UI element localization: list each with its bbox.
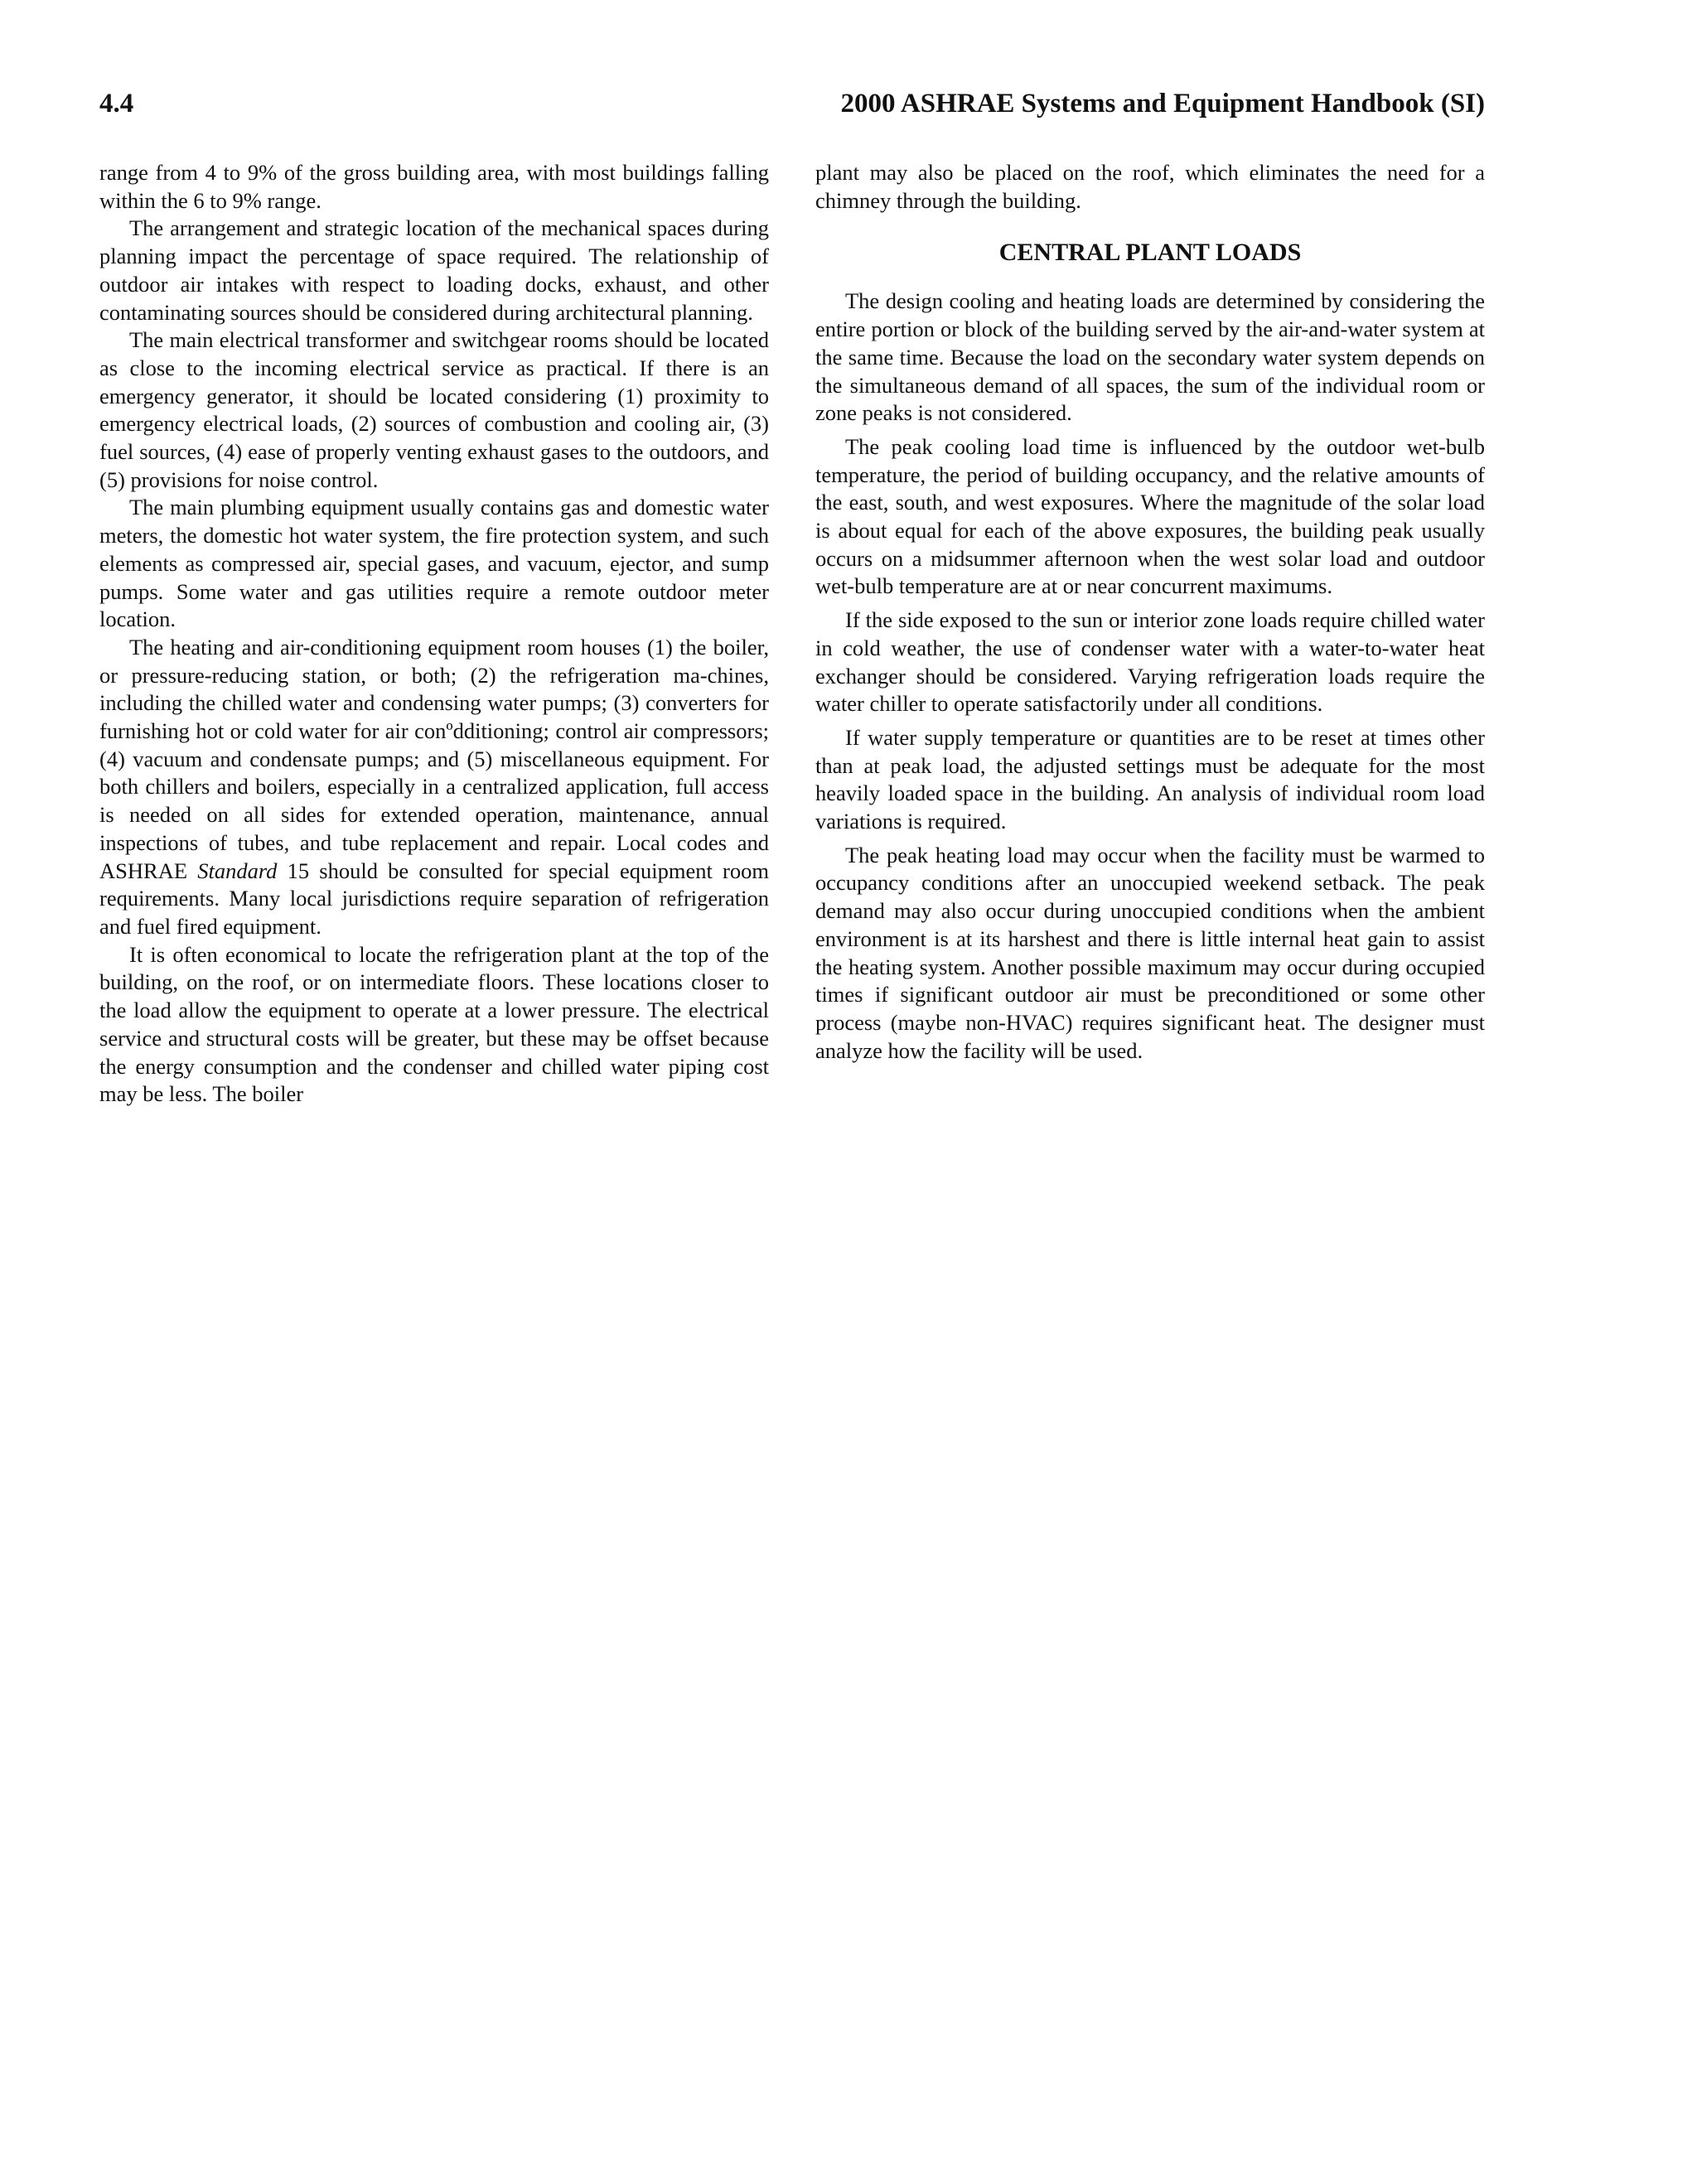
- paragraph: The peak heating load may occur when the facility must be warmed to occupancy conditions after an unoccupied weekend setback. The peak demand may also occur during unoccupied conditions when the ambient environment is at its harshest and there is little internal heat gain to assist the heating system. Another possible maximum may occur during occupied times if significant outdoor air must be preconditioned or some other process (maybe non-HVAC) requires significant heat. The designer must analyze how the facility will be used.: [815, 842, 1485, 1063]
- page-header: [99, 83, 1485, 124]
- paragraph: The main electrical transformer and switchgear rooms should be located as close to the incoming electrical service as practical. If there is an emergency generator, it should be located considering (1) proximity to emergency electrical loads, (2) sources of combustion and cooling air, (3) fuel sources, (4) ease of properly venting exhaust gases to the outdoors, and (5) provisions for noise control.: [99, 327, 769, 492]
- left-column: [99, 159, 769, 1109]
- paragraph: plant may also be placed on the roof, which eliminates the need for a chimney through the building.: [815, 160, 1485, 213]
- paragraph: The design cooling and heating loads are determined by considering the entire portion or block of the building served by the air-and-water system at the same time. Because the load on the secondary water system depends on the simultaneous demand of all spaces, the sum of the individual room or zone peaks is not considered.: [815, 288, 1485, 426]
- standard-italic: Standard: [197, 858, 278, 883]
- running-title: 2000 ASHRAE Systems and Equipment Handbook (SI): [840, 89, 1485, 118]
- paragraph: The main plumbing equipment usually contains gas and domestic water meters, the domestic hot water system, the fire protection system, and such elements as compressed air, special gases, and vacuum, ejector, and sump pumps. Some water and gas utilities require a remote outdoor meter location.: [99, 495, 769, 632]
- paragraph: [99, 634, 769, 941]
- paragraph-text: 15 should be consulted for special equipment room requirements. Many local jurisdictions require separation of refrigeration and fuel fired equipment.: [99, 858, 769, 939]
- paragraph-text: The heating and air-conditioning equipment room houses (1) the boiler, or pressure-reducing station, or both; (2) the refrigeration ma-chines, including the chilled water and condensing water pumps; (3) converters for furnishing hot or cold water for air conºdditioning; control air compressors; (4) vacuum and condensate pumps; and (5) miscellaneous equipment. For both chillers and boilers, especially in a centralized application, full access is needed on all sides for extended operation, maintenance, annual inspections of tubes, and tube replacement and repair. Local codes and ASHRAE: [99, 634, 769, 883]
- section-heading: CENTRAL PLANT LOADS: [998, 239, 1302, 267]
- paragraph: range from 4 to 9% of the gross building area, with most buildings falling within the 6 to 9% range.: [99, 160, 769, 213]
- paragraph: The arrangement and strategic location of the mechanical spaces during planning impact the percentage of space required. The relationship of outdoor air intakes with respect to loading docks, exhaust, and other contaminating sources should be considered during architectural planning.: [99, 215, 769, 325]
- paragraph: If water supply temperature or quantities are to be reset at times other than at peak load, the adjusted settings must be adequate for the most heavily loaded space in the building. An analysis of individual room load variations is required.: [815, 724, 1485, 834]
- page-number: 4.4: [99, 89, 134, 118]
- right-column: [815, 159, 1485, 1070]
- paragraph: If the side exposed to the sun or interior zone loads require chilled water in cold weather, the use of condenser water with a water-to-water heat exchanger should be considered. Varying refrigeration loads require the water chiller to operate satisfactorily under all conditions.: [815, 607, 1485, 717]
- paragraph: It is often economical to locate the refrigeration plant at the top of the building, on the roof, or on intermediate floors. These locations closer to the load allow the equipment to operate at a lower pressure. The electrical service and structural costs will be greater, but these may be offset because the energy consumption and the condenser and chilled water piping cost may be less. The boiler: [99, 941, 769, 1107]
- paragraph: The peak cooling load time is influenced by the outdoor wet-bulb temperature, the period of building occupancy, and the relative amounts of the east, south, and west exposures. Where the magnitude of the solar load is about equal for each of the above exposures, the building peak usually occurs on a midsummer afternoon when the west solar load and outdoor wet-bulb temperature are at or near concurrent maximums.: [815, 433, 1485, 599]
